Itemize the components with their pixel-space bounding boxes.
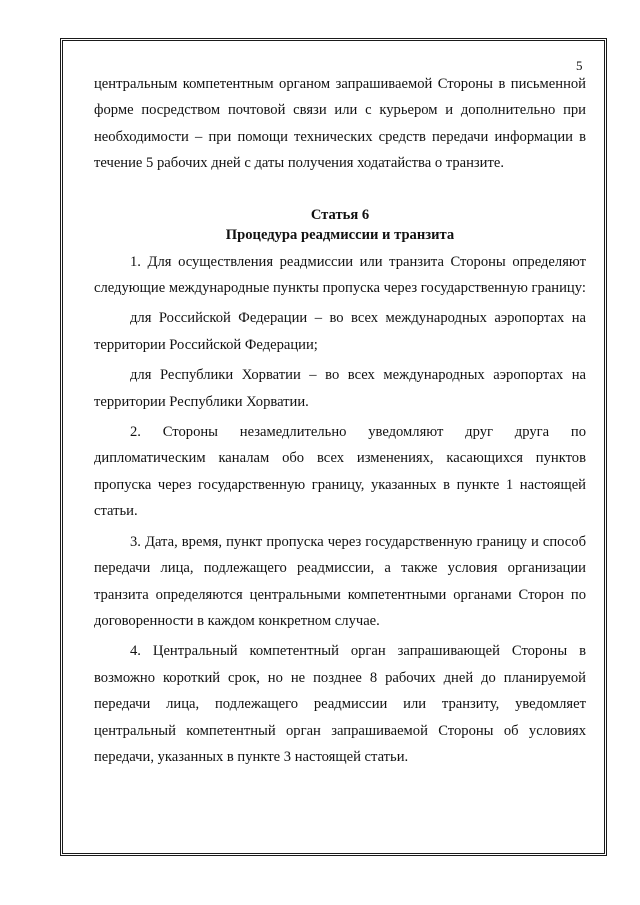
paragraph-3: 3. Дата, время, пункт пропуска через государственную границу и способ передачи лица, подлежащего реадмиссии, а также условия организации транзита определяются центральными компетентными органами Сторон по договоренности в каждом конкретном случае. (94, 533, 586, 629)
paragraph-4: 4. Центральный компетентный орган запрашивающей Стороны в возможно короткий срок, но не позднее 8 рабочих дней до планируемой передачи лица, подлежащего реадмиссии или транзиту, уведомляет центральный компетентный орган запрашиваемой Стороны об условиях передачи, указанных в пункте 3 настоящей статьи. (94, 643, 586, 765)
paragraph-1: 1. Для осуществления реадмиссии или транзита Стороны определяют следующие международные пункты пропуска через государственную границу: (94, 253, 586, 297)
article-title: Процедура реадмиссии и транзита (225, 226, 455, 243)
paragraph-2: 2. Стороны незамедлительно уведомляют друг друга по дипломатическим каналам обо всех изменениях, касающихся пунктов пропуска через государственную границу, указанных в пункте 1 настоящей статьи. (94, 424, 586, 520)
document-body (94, 71, 586, 770)
paragraph-1-croatia: для Республики Хорватии – во всех международных аэропортах на территории Республики Хорватии. (94, 367, 586, 410)
article-number: Статья 6 (310, 206, 370, 223)
page-number: 5 (576, 58, 583, 73)
paragraph-1-russia: для Российской Федерации – во всех международных аэропортах на территории Российской Федерации; (94, 310, 586, 353)
article-heading (94, 205, 586, 245)
intro-paragraph: центральным компетентным органом запрашиваемой Стороны в письменной форме посредством почтовой связи или с курьером и дополнительно при необходимости – при помощи технических средств передачи информации в течение 5 рабочих дней с даты получения ходатайства о транзите. (94, 76, 586, 172)
